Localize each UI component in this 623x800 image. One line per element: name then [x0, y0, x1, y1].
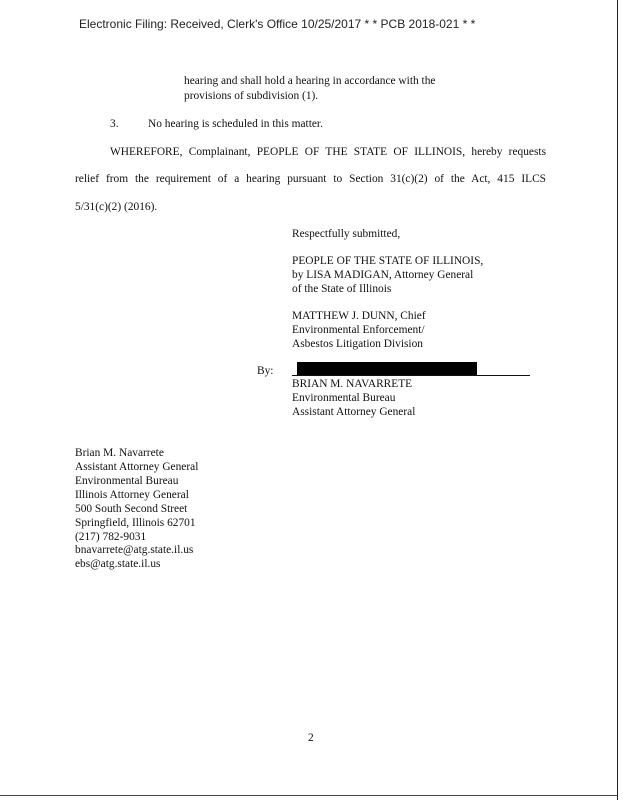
item-3-number: 3.: [110, 118, 119, 130]
contact-email-2[interactable]: ebs@atg.state.il.us: [75, 558, 161, 570]
signer-line-3: Assistant Attorney General: [292, 406, 416, 418]
wherefore-line-3: 5/31(c)(2) (2016).: [75, 201, 158, 213]
quote-line-1: hearing and shall hold a hearing in accordance with the: [184, 75, 436, 87]
chief-line-2: Environmental Enforcement/: [292, 324, 425, 336]
page-number: 2: [308, 732, 314, 744]
chief-line-3: Asbestos Litigation Division: [292, 338, 423, 350]
quote-line-2: provisions of subdivision (1).: [184, 90, 319, 102]
contact-line-2: Assistant Attorney General: [75, 461, 199, 473]
item-3-text: No hearing is scheduled in this matter.: [148, 118, 323, 130]
redacted-signature: [297, 362, 477, 375]
closing: Respectfully submitted,: [292, 228, 401, 240]
contact-line-3: Environmental Bureau: [75, 475, 179, 487]
filing-stamp-header: Electronic Filing: Received, Clerk's Office 10/25/2017 * * PCB 2018-021 * *: [79, 17, 476, 31]
contact-line-1: Brian M. Navarrete: [75, 447, 164, 459]
wherefore-line-2: relief from the requirement of a hearing pursuant to Section 31(c)(2) of the Act, 415 ILCS: [75, 173, 546, 185]
page-border-bottom: [0, 795, 618, 796]
signer-line-2: Environmental Bureau: [292, 392, 396, 404]
contact-line-7: (217) 782-9031: [75, 531, 147, 543]
signer-line-1: BRIAN M. NAVARRETE: [292, 378, 413, 390]
wherefore-line-1: WHEREFORE, Complainant, PEOPLE OF THE STATE OF ILLINOIS, hereby requests: [110, 146, 546, 158]
signature-line: [292, 375, 530, 376]
contact-email-1[interactable]: bnavarrete@atg.state.il.us: [75, 544, 194, 556]
contact-line-5: 500 South Second Street: [75, 503, 188, 515]
page-border-right: [617, 0, 618, 800]
party-line-3: of the State of Illinois: [292, 283, 392, 295]
party-line-1: PEOPLE OF THE STATE OF ILLINOIS,: [292, 255, 484, 267]
contact-line-6: Springfield, Illinois 62701: [75, 517, 196, 529]
chief-line-1: MATTHEW J. DUNN, Chief: [292, 310, 426, 322]
party-line-2: by LISA MADIGAN, Attorney General: [292, 269, 474, 281]
by-label: By:: [257, 365, 274, 377]
contact-line-4: Illinois Attorney General: [75, 489, 189, 501]
